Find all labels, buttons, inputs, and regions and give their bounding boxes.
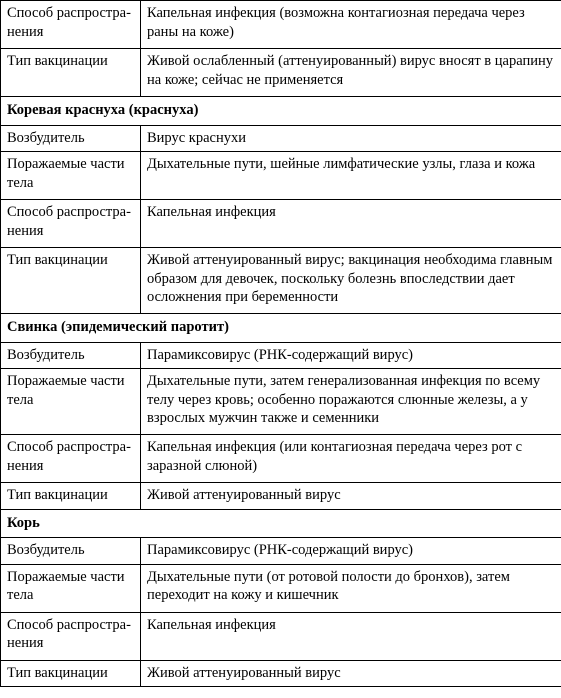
row-value: Капельная инфекция xyxy=(141,200,561,248)
row-value: Живой аттенуированный вирус xyxy=(141,483,561,510)
section-title: Корь xyxy=(1,509,561,538)
section-row xyxy=(1,314,561,343)
row-value: Дыхательные пути, затем генерализованная инфекция по всему телу через кровь; особенно поражаются слюнные железы, а у взрослых мужчин также и семенники xyxy=(141,369,561,435)
row-label: Возбудитель xyxy=(1,342,141,369)
row-label: Поражаемые части тела xyxy=(1,564,141,612)
row-value: Капельная инфекция xyxy=(141,612,561,660)
row-value: Живой аттенуированный вирус; вакцинация необходима главным образом для девочек, поскольку болезнь впоследствии дает осложнения при беременности xyxy=(141,248,561,314)
row-value: Капельная инфекция (возможна контагиозная передача через раны на коже) xyxy=(141,1,561,49)
table-row xyxy=(1,248,561,314)
row-label: Тип вакцинации xyxy=(1,248,141,314)
table-row xyxy=(1,125,561,152)
table-row xyxy=(1,435,561,483)
row-value: Живой аттенуированный вирус xyxy=(141,660,561,687)
table-row xyxy=(1,483,561,510)
table-row xyxy=(1,564,561,612)
table-row xyxy=(1,49,561,97)
row-value: Капельная инфекция (или контагиозная передача через рот с заразной слюной) xyxy=(141,435,561,483)
row-value: Парамиксовирус (РНК-содержащий вирус) xyxy=(141,342,561,369)
table-row xyxy=(1,342,561,369)
section-row xyxy=(1,97,561,126)
section-title: Коревая краснуха (краснуха) xyxy=(1,97,561,126)
row-label: Возбудитель xyxy=(1,538,141,565)
table-row xyxy=(1,538,561,565)
table-row xyxy=(1,660,561,687)
row-value: Дыхательные пути (от ротовой полости до бронхов), затем переходит на кожу и кишечник xyxy=(141,564,561,612)
row-label: Тип вакцинации xyxy=(1,49,141,97)
row-value: Вирус краснухи xyxy=(141,125,561,152)
section-title: Свинка (эпидемический паротит) xyxy=(1,314,561,343)
row-label: Способ распростра-нения xyxy=(1,200,141,248)
row-label: Способ распростра-нения xyxy=(1,612,141,660)
row-value: Дыхательные пути, шейные лимфатические узлы, глаза и кожа xyxy=(141,152,561,200)
row-value: Парамиксовирус (РНК-содержащий вирус) xyxy=(141,538,561,565)
table-row xyxy=(1,200,561,248)
table-row xyxy=(1,1,561,49)
table-row xyxy=(1,152,561,200)
row-label: Тип вакцинации xyxy=(1,483,141,510)
section-row xyxy=(1,509,561,538)
row-value: Живой ослабленный (аттенуированный) вирус вносят в царапину на коже; сейчас не применяется xyxy=(141,49,561,97)
row-label: Возбудитель xyxy=(1,125,141,152)
row-label: Тип вакцинации xyxy=(1,660,141,687)
row-label: Способ распростра-нения xyxy=(1,1,141,49)
row-label: Способ распростра-нения xyxy=(1,435,141,483)
table-row xyxy=(1,612,561,660)
row-label: Поражаемые части тела xyxy=(1,369,141,435)
table-row xyxy=(1,369,561,435)
row-label: Поражаемые части тела xyxy=(1,152,141,200)
